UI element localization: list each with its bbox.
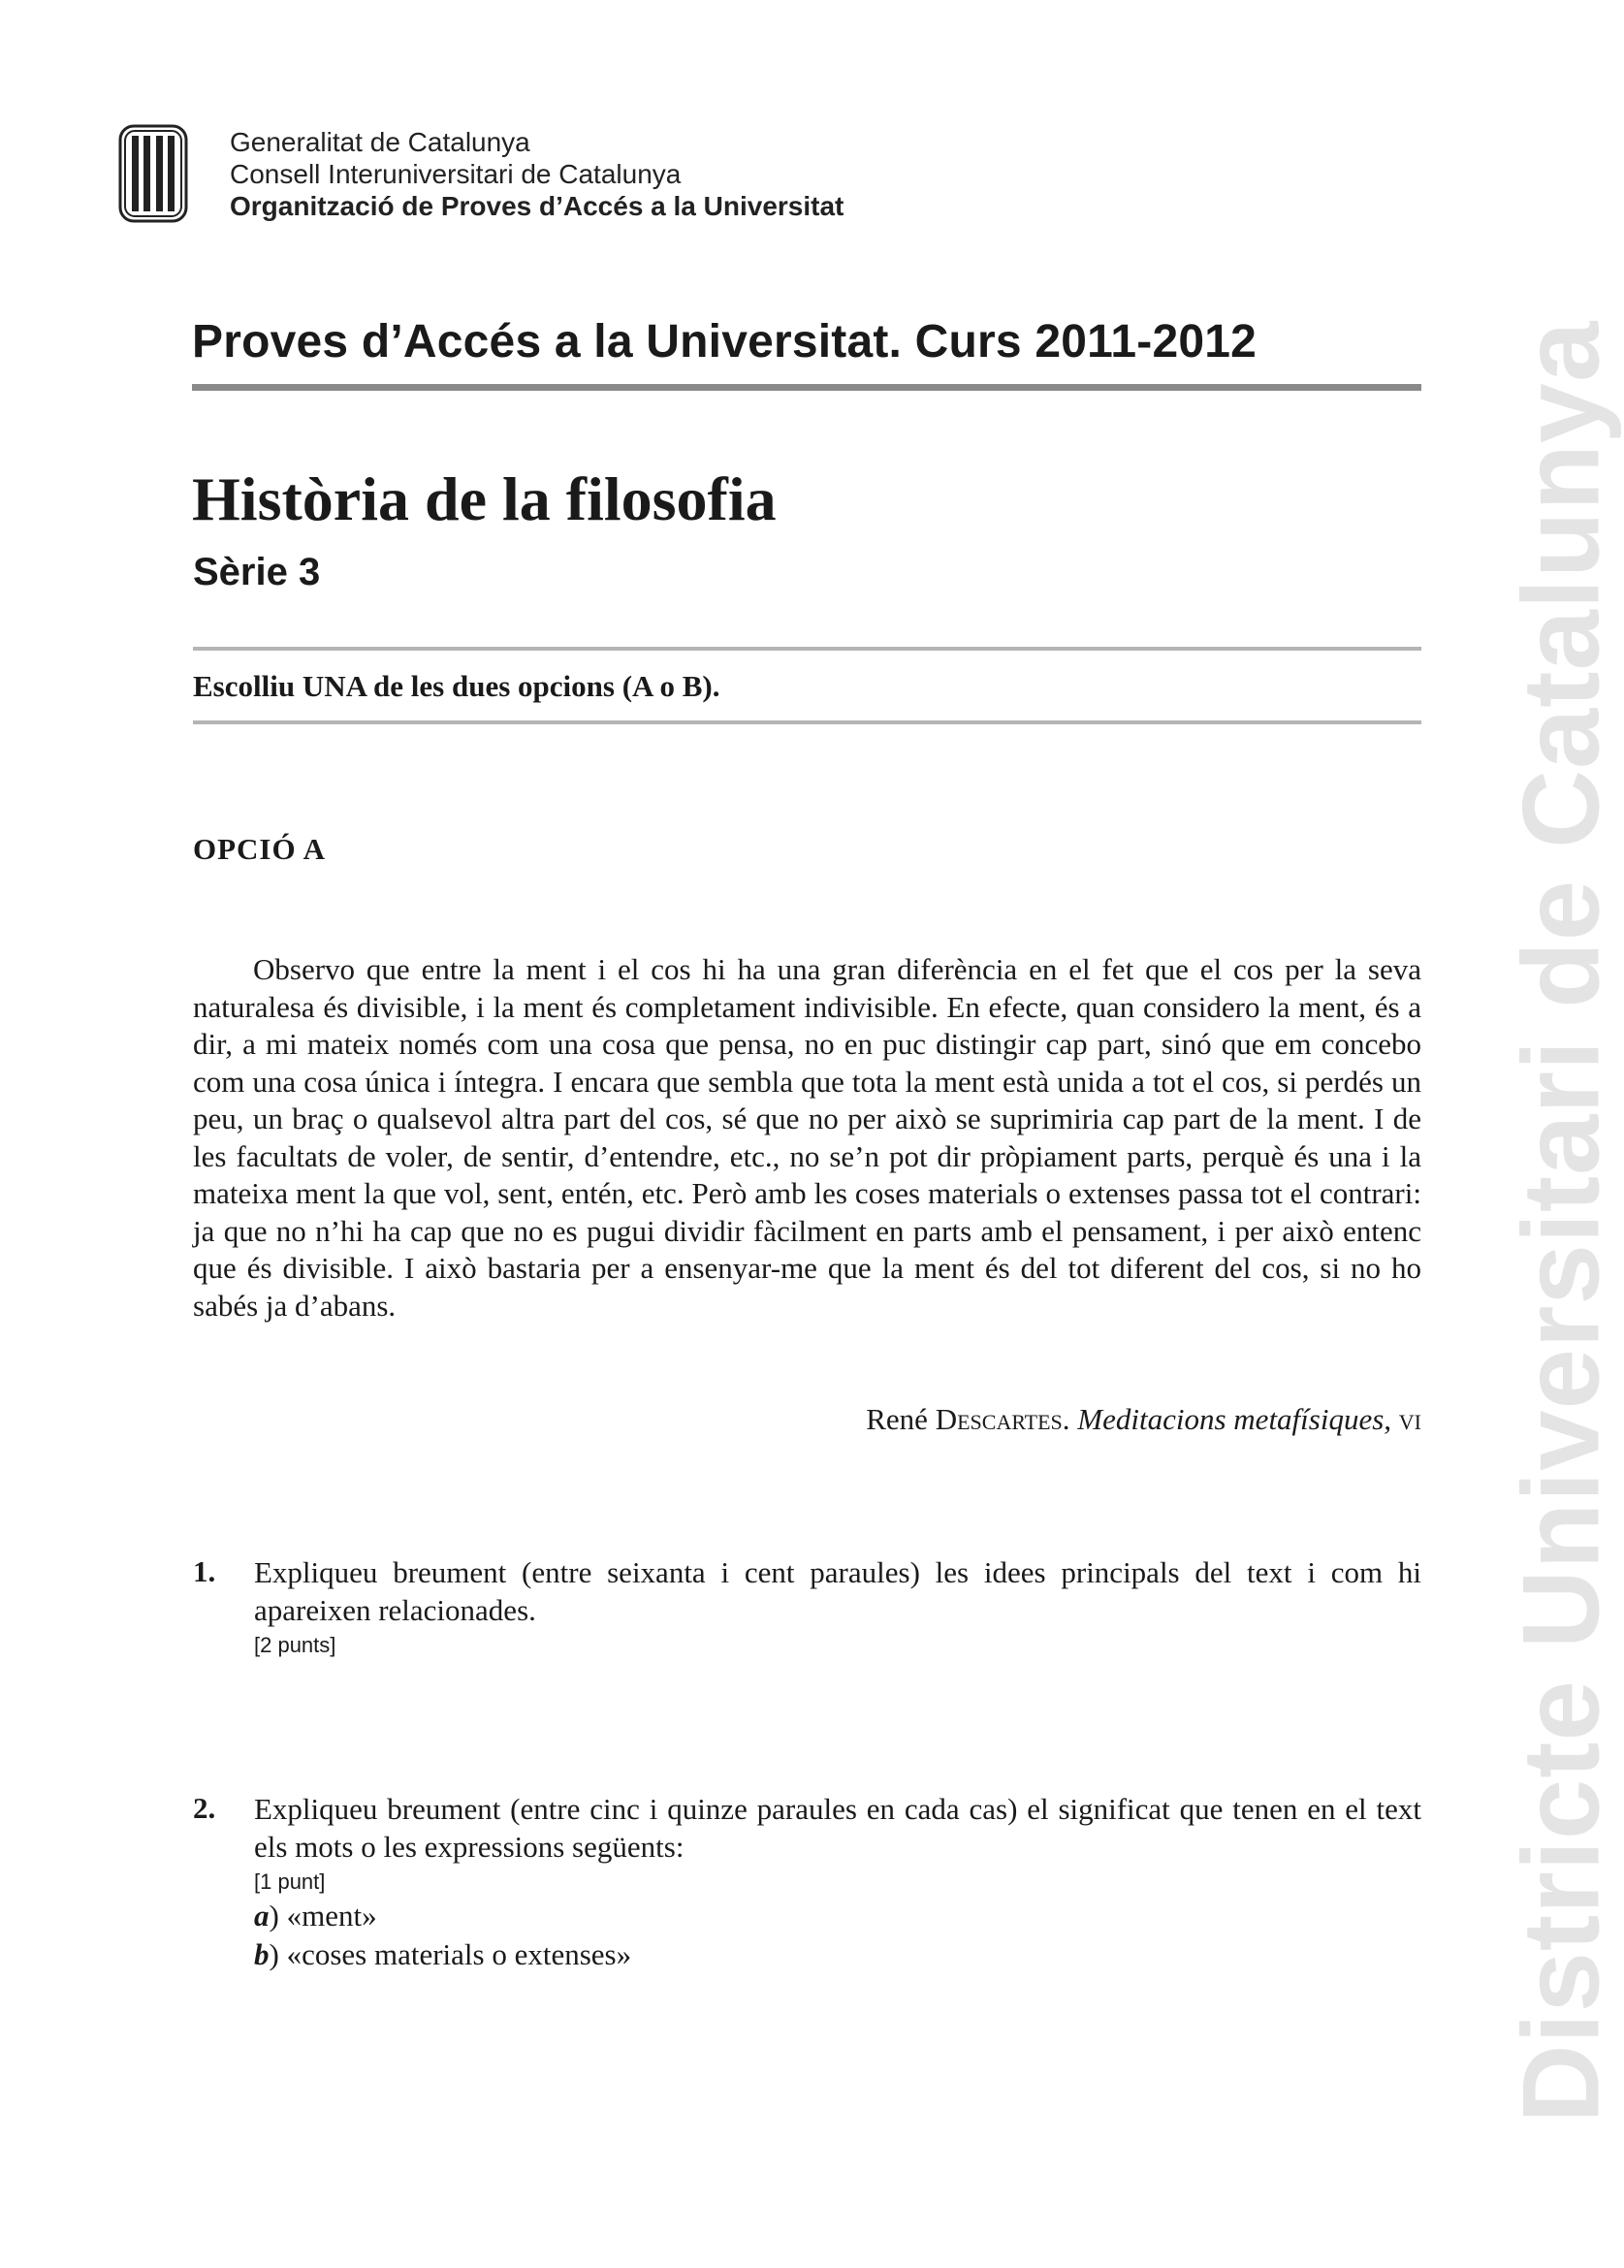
org-generalitat: Generalitat de Catalunya (230, 127, 530, 157)
series-label: Sèrie 3 (193, 551, 321, 593)
district-side-text: Districte Universitari de Catalunya (1500, 320, 1622, 2124)
question-2 (193, 1791, 1421, 1974)
question-1 (193, 1554, 1421, 1660)
subject-title: Història de la filosofia (192, 464, 777, 533)
instructions: Escolliu UNA de les dues opcions (A o B). (193, 669, 720, 703)
exam-title: Proves d’Accés a la Universitat. Curs 2011-2012 (192, 316, 1258, 367)
question-number: 1. (193, 1554, 216, 1588)
citation-section: vi (1398, 1402, 1421, 1436)
item-label: b (254, 1937, 270, 1971)
citation-work: Meditacions metafísiques, (1077, 1402, 1392, 1436)
citation-author-last: Descartes (935, 1402, 1063, 1436)
item-text: «coses materials o extenses» (286, 1937, 632, 1971)
question-points: [2 punts] (254, 1633, 336, 1657)
source-passage: Observo que entre la ment i el cos hi ha una gran diferència en el fet que el cos per la seva naturalesa és divisible, i la ment és completament indivisible. En efecte, quan considero la ment, és a dir, a mi mateix només com una cosa que pensa, no en puc distingir cap part, sinó que em concebo com una cosa única i íntegra. I encara que sembla que tota la ment està unida a tot el cos, si perdés un peu, un braç o qualsevol altra part del cos, sé que no per això se suprimiria cap part de la ment. I de les facultats de voler, de sentir, d’entendre, etc., no se’n pot dir pròpiament parts, perquè és una i la mateixa ment la que vol, sent, entén, etc. Però amb les coses materials o extenses passa tot el contrari: ja que no n’hi ha cap que no es pugui dividir fàcilment en parts amb el pensament, i per això entenc que és divisible. I això bastaria per a ensenyar-me que la ment és del tot diferent del cos, si no ho sabés ja d’abans. (193, 952, 1421, 1323)
item-label: a (254, 1899, 270, 1933)
instructions-top-divider (193, 647, 1421, 651)
organization-header (230, 126, 844, 222)
org-organitzacio: Organització de Proves d’Accés a la Universitat (230, 191, 844, 221)
passage-citation: René Descartes. Meditacions metafísiques, vi (866, 1402, 1421, 1436)
question-item-a: a) «ment» (254, 1899, 377, 1933)
title-divider (192, 384, 1421, 391)
question-points: [1 punt] (254, 1869, 326, 1894)
option-heading: OPCIÓ A (193, 832, 327, 866)
question-text: Expliqueu breument (entre cinc i quinze paraules en cada cas) el significat que tenen en el text els mots o les expressions següents: (254, 1792, 1421, 1864)
instructions-bottom-divider (193, 720, 1421, 724)
org-consell: Consell Interuniversitari de Catalunya (230, 159, 682, 189)
citation-author-first: René (866, 1402, 928, 1436)
question-text: Expliqueu breument (entre seixanta i cent paraules) les idees principals del text i com hi apareixen relacionades. (254, 1555, 1421, 1627)
generalitat-logo-icon (118, 124, 188, 223)
question-number: 2. (193, 1791, 216, 1825)
item-text: «ment» (286, 1899, 377, 1933)
question-item-b: b) «coses materials o extenses» (254, 1937, 632, 1971)
